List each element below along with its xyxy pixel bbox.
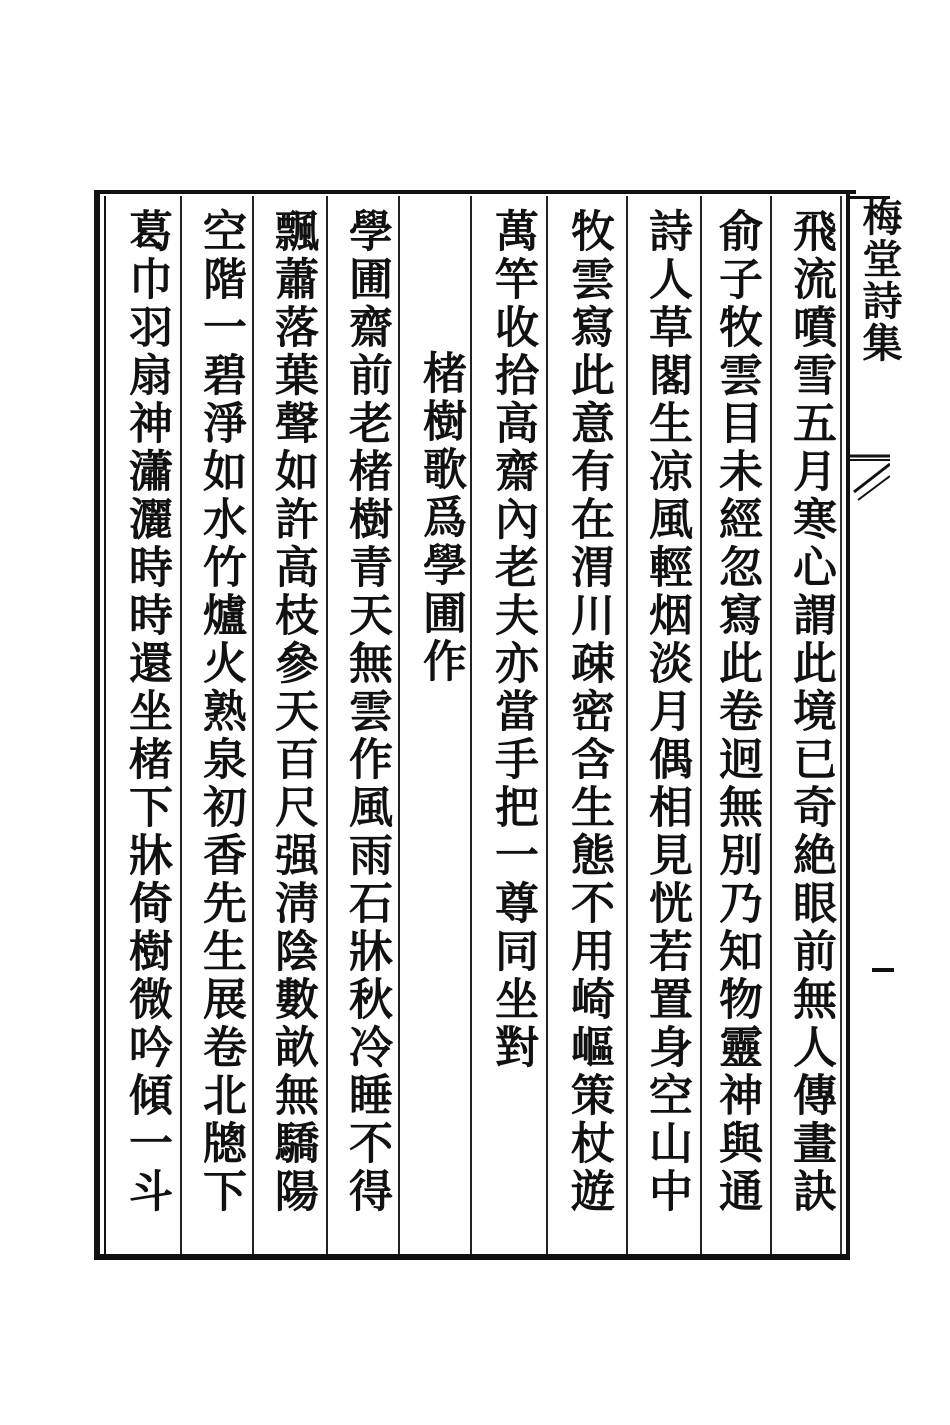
column-rule <box>770 196 772 1254</box>
book-title-margin: 梅堂詩集 <box>856 196 903 364</box>
text-column-10: 葛巾羽扇神瀟灑時時還坐楮下牀倚樹微吟傾一斗 <box>121 208 172 1216</box>
frame-top-border <box>96 190 856 194</box>
text-column-8: 飄蕭落葉聲如許高枝參天百尺强淸陰數畝無驕陽 <box>267 208 318 1216</box>
column-rule <box>626 196 628 1254</box>
column-rule <box>700 196 702 1254</box>
column-rule <box>326 196 328 1254</box>
text-column-5: 萬竿收拾高齋內老夫亦當手把一尊同坐對 <box>487 208 538 1072</box>
frame-left-border <box>94 190 100 1260</box>
frame-bottom-border <box>96 1254 850 1260</box>
text-column-2: 俞子牧雲目未經忽寫此卷迥無別乃知物靈神與通 <box>711 208 762 1216</box>
text-column-9: 空階一碧淨如水竹爐火熟泉初香先生展卷北牕下 <box>195 208 246 1216</box>
text-column-1: 飛流噴雪五月寒心謂此境已奇絶眼前無人傳畫訣 <box>785 208 836 1216</box>
column-rule <box>470 196 472 1254</box>
page-number-mark <box>872 968 894 972</box>
text-column-7: 學圃齋前老楮樹青天無雲作風雨石牀秋冷睡不得 <box>341 208 392 1216</box>
poem-title: 楮樹歌爲學圃作 <box>415 350 466 686</box>
column-rule <box>252 196 254 1254</box>
column-rule <box>546 196 548 1254</box>
text-column-4: 牧雲寫此意有在渭川疎密含生態不用崎嶇策杖遊 <box>563 208 614 1216</box>
frame-right-inner-border <box>840 196 842 1254</box>
text-column-3: 詩人草閣生凉風輕烟淡月偶相見恍若置身空山中 <box>641 208 692 1216</box>
fish-tail-mark <box>850 452 890 512</box>
frame-right-border <box>846 190 850 1260</box>
column-rule <box>180 196 182 1254</box>
column-rule <box>398 196 400 1254</box>
frame-left-inner-border <box>104 196 106 1254</box>
